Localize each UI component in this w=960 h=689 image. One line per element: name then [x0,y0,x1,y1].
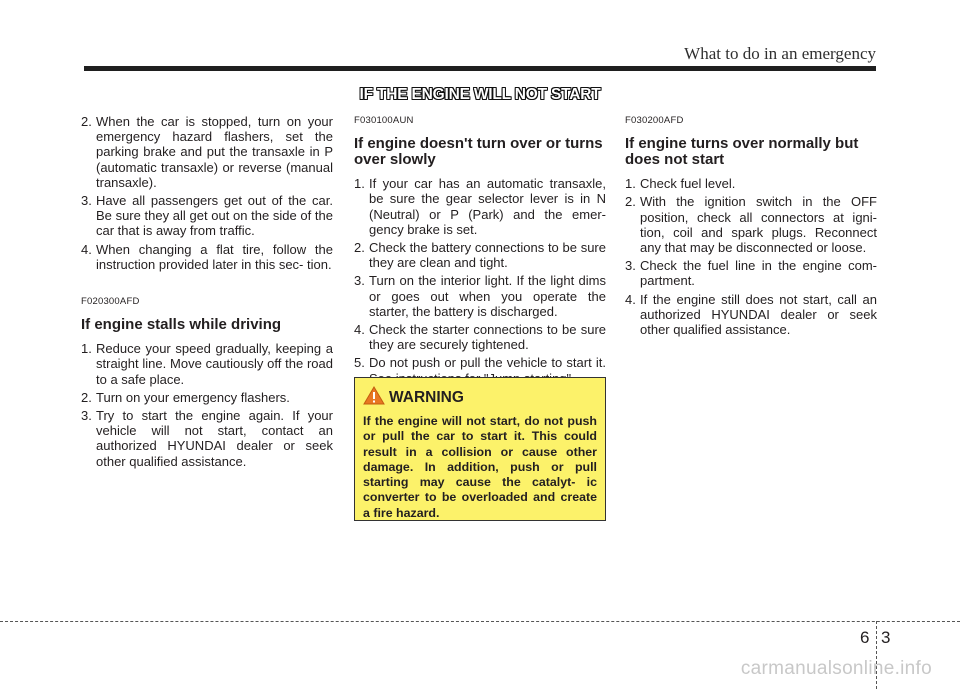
turnover-no-start-steps-list [625,176,877,337]
column-1 [81,114,333,472]
passenger-safety-list [81,114,333,272]
list-item: 1. Reduce your speed gradually, keeping a straight line. Move cautiously off the road to a safe place. [81,341,333,387]
column-2 [354,113,606,389]
section-title: IF THE ENGINE WILL NOT START [359,86,601,103]
list-item: 3. Turn on the interior light. If the light dims or goes out when you operate the starter, the battery is discharged. [354,273,606,319]
list-item: 1. If your car has an automatic transaxle, be sure the gear selector lever is in N (Neutral) or P (Park) and the emer- gency brake is set. [354,176,606,237]
header-rule [84,66,876,71]
warning-title: WARNING [389,389,464,406]
section-heading: If engine turns over normally but does not start [625,135,859,169]
list-item: 2. Check the battery connections to be sure they are clean and tight. [354,240,606,271]
section-code: F030200AFD [625,115,684,126]
no-turnover-steps-list [354,176,606,386]
section-heading: If engine stalls while driving [81,316,282,334]
list-item: 2. With the ignition switch in the OFF position, check all connectors at igni- tion, coil and spark plugs. Reconnect any that may be disconnected or loose. [625,194,877,256]
warning-triangle-icon [363,386,385,410]
list-item: 5. Do not push or pull the vehicle to start it. [354,355,606,371]
list-item: 3. Check the fuel line in the engine com- partment. [625,258,877,289]
list-item: 1. Check fuel level. [625,176,736,192]
section-code: F030100AUN [354,115,414,126]
section-heading: If engine doesn't turn over or turns over slowly [354,135,603,169]
chapter-number: 6 [860,628,870,647]
section-code: F020300AFD [81,296,140,308]
warning-header [363,386,597,410]
warning-box [354,377,606,521]
watermark: carmanualsonline.info [740,658,932,679]
page-number: 3 [881,628,891,647]
list-item: 4. Check the starter connections to be sure they are securely tightened. [354,322,606,353]
footer-rule [0,621,960,622]
header-title: What to do in an emergency [684,44,876,63]
list-item: 3. Have all passengers get out of the car. Be sure they all get out on the side of the car that is away from traffic. [81,193,333,239]
list-item: 3. Try to start the engine again. If your vehicle will not start, contact an authorized HYUNDAI dealer or seek other qualified assistance. [81,408,333,469]
stall-steps-list [81,341,333,469]
list-item: 2. Turn on your emergency flashers. [81,389,290,405]
list-item: 2. When the car is stopped, turn on your emergency hazard flashers, set the parking brake and put the transaxle in P (automatic transaxle) or reverse (manual transaxle). [81,114,333,190]
warning-text: If the engine will not start, do not push or pull the car to start it. This could result in a collision or cause other damage. In addition, push or pull starting may cause the catalyt- ic converter to be overloaded and create a fire hazard. [363,414,597,520]
list-item: 4. When changing a flat tire, follow the instruction provided later in this sec- tion. [81,241,333,272]
list-item: 4. If the engine still does not start, call an authorized HYUNDAI dealer or seek other qualified assistance. [625,291,877,338]
column-3 [625,113,877,340]
